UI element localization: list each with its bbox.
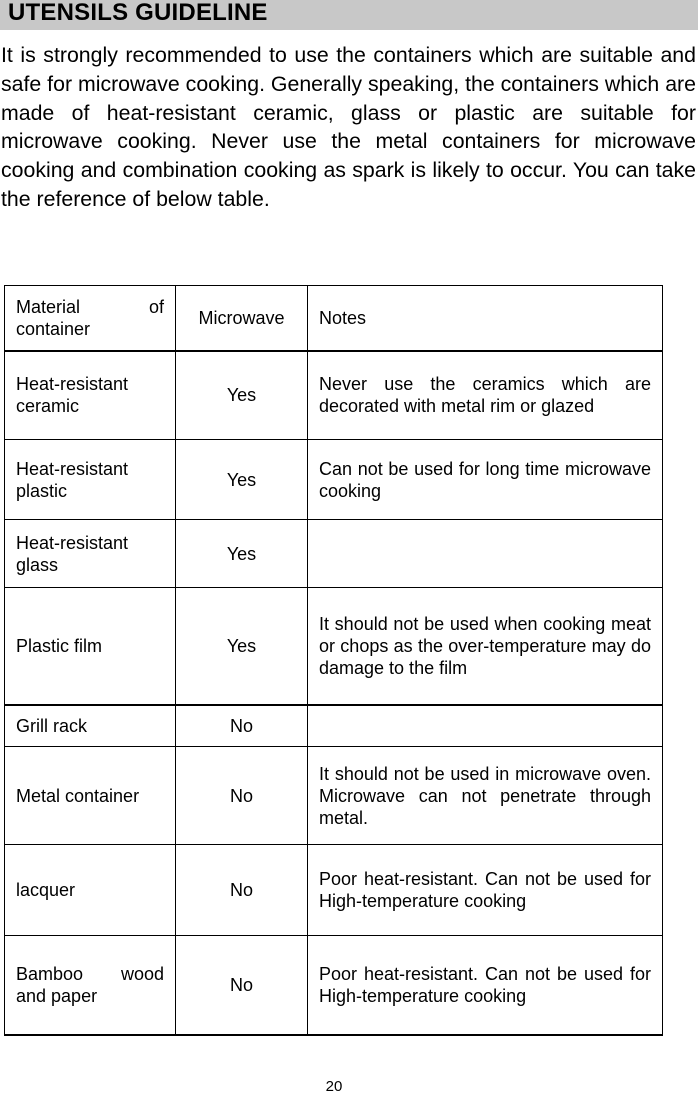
cell-microwave: Yes bbox=[176, 440, 308, 520]
cell-notes: Poor heat-resistant. Can not be used for High-temperature cooking bbox=[308, 845, 663, 936]
table-row bbox=[5, 440, 663, 520]
page-number: 20 bbox=[325, 1078, 343, 1095]
header-microwave: Microwave bbox=[176, 286, 308, 351]
cell-microwave: No bbox=[176, 705, 308, 747]
cell-microwave: No bbox=[176, 845, 308, 936]
header-material: Material of container bbox=[5, 286, 176, 351]
cell-material: lacquer bbox=[5, 845, 176, 936]
section-title-bar bbox=[0, 0, 698, 30]
page-title: UTENSILS GUIDELINE bbox=[8, 0, 268, 26]
cell-notes bbox=[308, 520, 663, 588]
table-header-row bbox=[5, 286, 663, 351]
table-row bbox=[5, 936, 663, 1035]
table-row bbox=[5, 520, 663, 588]
table-row bbox=[5, 845, 663, 936]
cell-material: Grill rack bbox=[5, 705, 176, 747]
cell-microwave: Yes bbox=[176, 520, 308, 588]
intro-paragraph: It is strongly recommended to use the containers which are suitable and safe for microwave cooking. Generally speaking, the containers which are made of heat-resistant ceramic, glass or plastic are suitable for microwave cooking. Never use the metal containers for microwave cooking and combination cooking as spark is likely to occur. You can take the reference of below table. bbox=[1, 43, 696, 211]
cell-notes: Poor heat-resistant. Can not be used for High-temperature cooking bbox=[308, 936, 663, 1035]
utensils-table bbox=[4, 285, 663, 1036]
cell-microwave: No bbox=[176, 936, 308, 1035]
cell-notes: It should not be used when cooking meat or chops as the over-temperature may do damage to the film bbox=[308, 588, 663, 705]
cell-material: Heat-resistant ceramic bbox=[5, 351, 176, 440]
cell-material: Heat-resistant glass bbox=[5, 520, 176, 588]
cell-notes: Can not be used for long time microwave cooking bbox=[308, 440, 663, 520]
table-row bbox=[5, 351, 663, 440]
cell-notes: It should not be used in microwave oven. Microwave can not penetrate through metal. bbox=[308, 747, 663, 845]
header-notes: Notes bbox=[308, 286, 663, 351]
table-row bbox=[5, 705, 663, 747]
cell-notes: Never use the ceramics which are decorated with metal rim or glazed bbox=[308, 351, 663, 440]
cell-material: Heat-resistant plastic bbox=[5, 440, 176, 520]
table-row bbox=[5, 747, 663, 845]
cell-material: Metal container bbox=[5, 747, 176, 845]
cell-notes bbox=[308, 705, 663, 747]
cell-material: Plastic film bbox=[5, 588, 176, 705]
table-row bbox=[5, 588, 663, 705]
cell-microwave: Yes bbox=[176, 351, 308, 440]
cell-microwave: Yes bbox=[176, 588, 308, 705]
cell-microwave: No bbox=[176, 747, 308, 845]
cell-material: Bamboo wood and paper bbox=[5, 936, 176, 1035]
